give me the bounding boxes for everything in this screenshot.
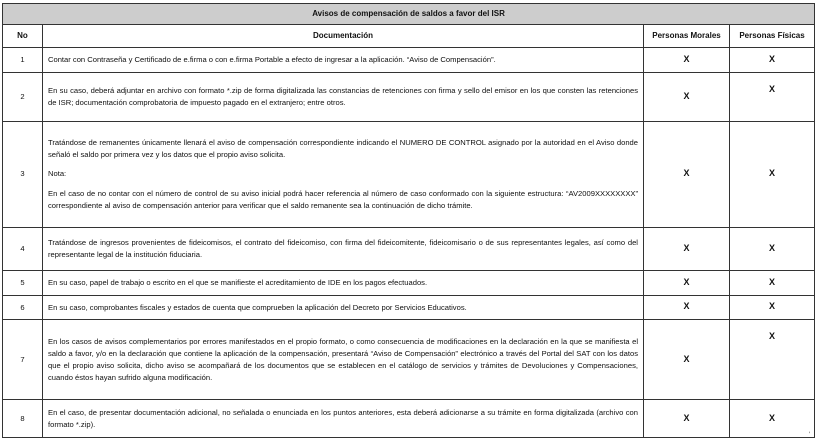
row-number: 7 (3, 320, 43, 400)
mark-personas-morales: X (644, 121, 730, 227)
row-documentation (43, 227, 644, 270)
doc-paragraph: Contar con Contraseña y Certificado de e.firma o con e.firma Portable a efecto de ingresar a la aplicación. “Aviso de Compensación”. (48, 55, 496, 64)
header-personas-morales: Personas Morales (644, 25, 730, 48)
header-personas-fisicas: Personas Físicas (730, 25, 815, 48)
mark-personas-morales: X (644, 295, 730, 320)
mark-personas-fisicas: X (730, 320, 815, 400)
mark-personas-morales: X (644, 48, 730, 73)
row-documentation (43, 72, 644, 121)
page-end-mark: ‘ (809, 432, 811, 438)
doc-paragraph: En el caso de no contar con el número de control de su aviso inicial podrá hacer referencia al número de caso conformado con la siguiente estructura: “AV2009XXXXXXXX” correspondiente al aviso de compensación anterior para verificar que el saldo remanente sea la continuación de dicho trámite. (48, 189, 638, 210)
mark-personas-morales: X (644, 72, 730, 121)
doc-paragraph: Tratándose de ingresos provenientes de fideicomisos, el contrato del fideicomiso, con firma del fideicomitente, fideicomisario o de sus representantes legales, así como del representante legal de la institución fiduciaria. (48, 238, 638, 259)
mark-personas-fisicas: X (730, 227, 815, 270)
doc-paragraph: En su caso, papel de trabajo o escrito en el que se manifieste el acreditamiento de IDE en los pagos efectuados. (48, 277, 428, 287)
mark-personas-morales: X (644, 270, 730, 295)
doc-paragraph: En los casos de avisos complementarios por errores manifestados en el propio formato, o como consecuencia de modificaciones en la declaración en la que se manifiesta el saldo a favor, y/o en la declaración que contiene la aplicación de la compensación, presentará “Aviso de Compensación” electrónico a través del Portal del SAT con los datos que el propio aviso solicita, dicho aviso se acompañará de los documentos que se establecen en el catálogo de servicios y trámites de Devoluciones y Compensaciones, cuando éstos hayan sufrido alguna modificación. (48, 337, 638, 382)
row-documentation (43, 121, 644, 227)
mark-personas-morales: X (644, 227, 730, 270)
doc-paragraph: En su caso, comprobantes fiscales y estados de cuenta que comprueben la aplicación del Decreto por Servicios Educativos. (48, 302, 467, 312)
doc-paragraph: Tratándose de remanentes únicamente llenará el aviso de compensación correspondiente indicando el NUMERO DE CONTROL asignado por la autoridad en el Aviso donde señaló el saldo por primera vez y los datos que el propio aviso solicita. (48, 137, 638, 159)
row-documentation (43, 400, 644, 438)
row-number: 2 (3, 72, 43, 121)
mark-personas-fisicas: X (730, 295, 815, 320)
row-number: 3 (3, 121, 43, 227)
row-documentation (43, 295, 644, 320)
row-documentation (43, 48, 644, 73)
table-row (3, 295, 815, 320)
table-header-row (3, 25, 815, 48)
table-row (3, 227, 815, 270)
row-number: 8 (3, 400, 43, 438)
table-row (3, 48, 815, 73)
row-number: 4 (3, 227, 43, 270)
doc-paragraph: En el caso, de presentar documentación adicional, no señalada o enunciada en los puntos anteriores, esta deberá adicionarse a su trámite en forma digitalizada (archivo con formato *.zip). (48, 408, 638, 429)
row-number: 5 (3, 270, 43, 295)
mark-personas-morales: X (644, 400, 730, 438)
compensation-requirements-table (2, 3, 815, 438)
table-title-row (3, 4, 815, 25)
row-number: 6 (3, 295, 43, 320)
header-no: No (3, 25, 43, 48)
doc-note-label: Nota: (48, 169, 67, 179)
table-row (3, 400, 815, 438)
mark-personas-fisicas: X (730, 72, 815, 121)
mark-personas-fisicas: X (730, 270, 815, 295)
mark-personas-morales: X (644, 320, 730, 400)
table-title: Avisos de compensación de saldos a favor del ISR (3, 4, 815, 25)
doc-paragraph: En su caso, deberá adjuntar en archivo con formato *.zip de forma digitalizada las constancias de retenciones con firma y sello del emisor en los que consten las retenciones de ISR; documentación comprobatoria de impuesto pagado en el extranjero; entre otros. (48, 86, 638, 107)
mark-personas-fisicas: X (730, 48, 815, 73)
row-documentation (43, 320, 644, 400)
mark-personas-fisicas: X (730, 400, 815, 438)
header-documentacion: Documentación (43, 25, 644, 48)
table-row (3, 270, 815, 295)
mark-personas-fisicas: X (730, 121, 815, 227)
row-number: 1 (3, 48, 43, 73)
table-row (3, 72, 815, 121)
row-documentation (43, 270, 644, 295)
table-row (3, 121, 815, 227)
table-row (3, 320, 815, 400)
